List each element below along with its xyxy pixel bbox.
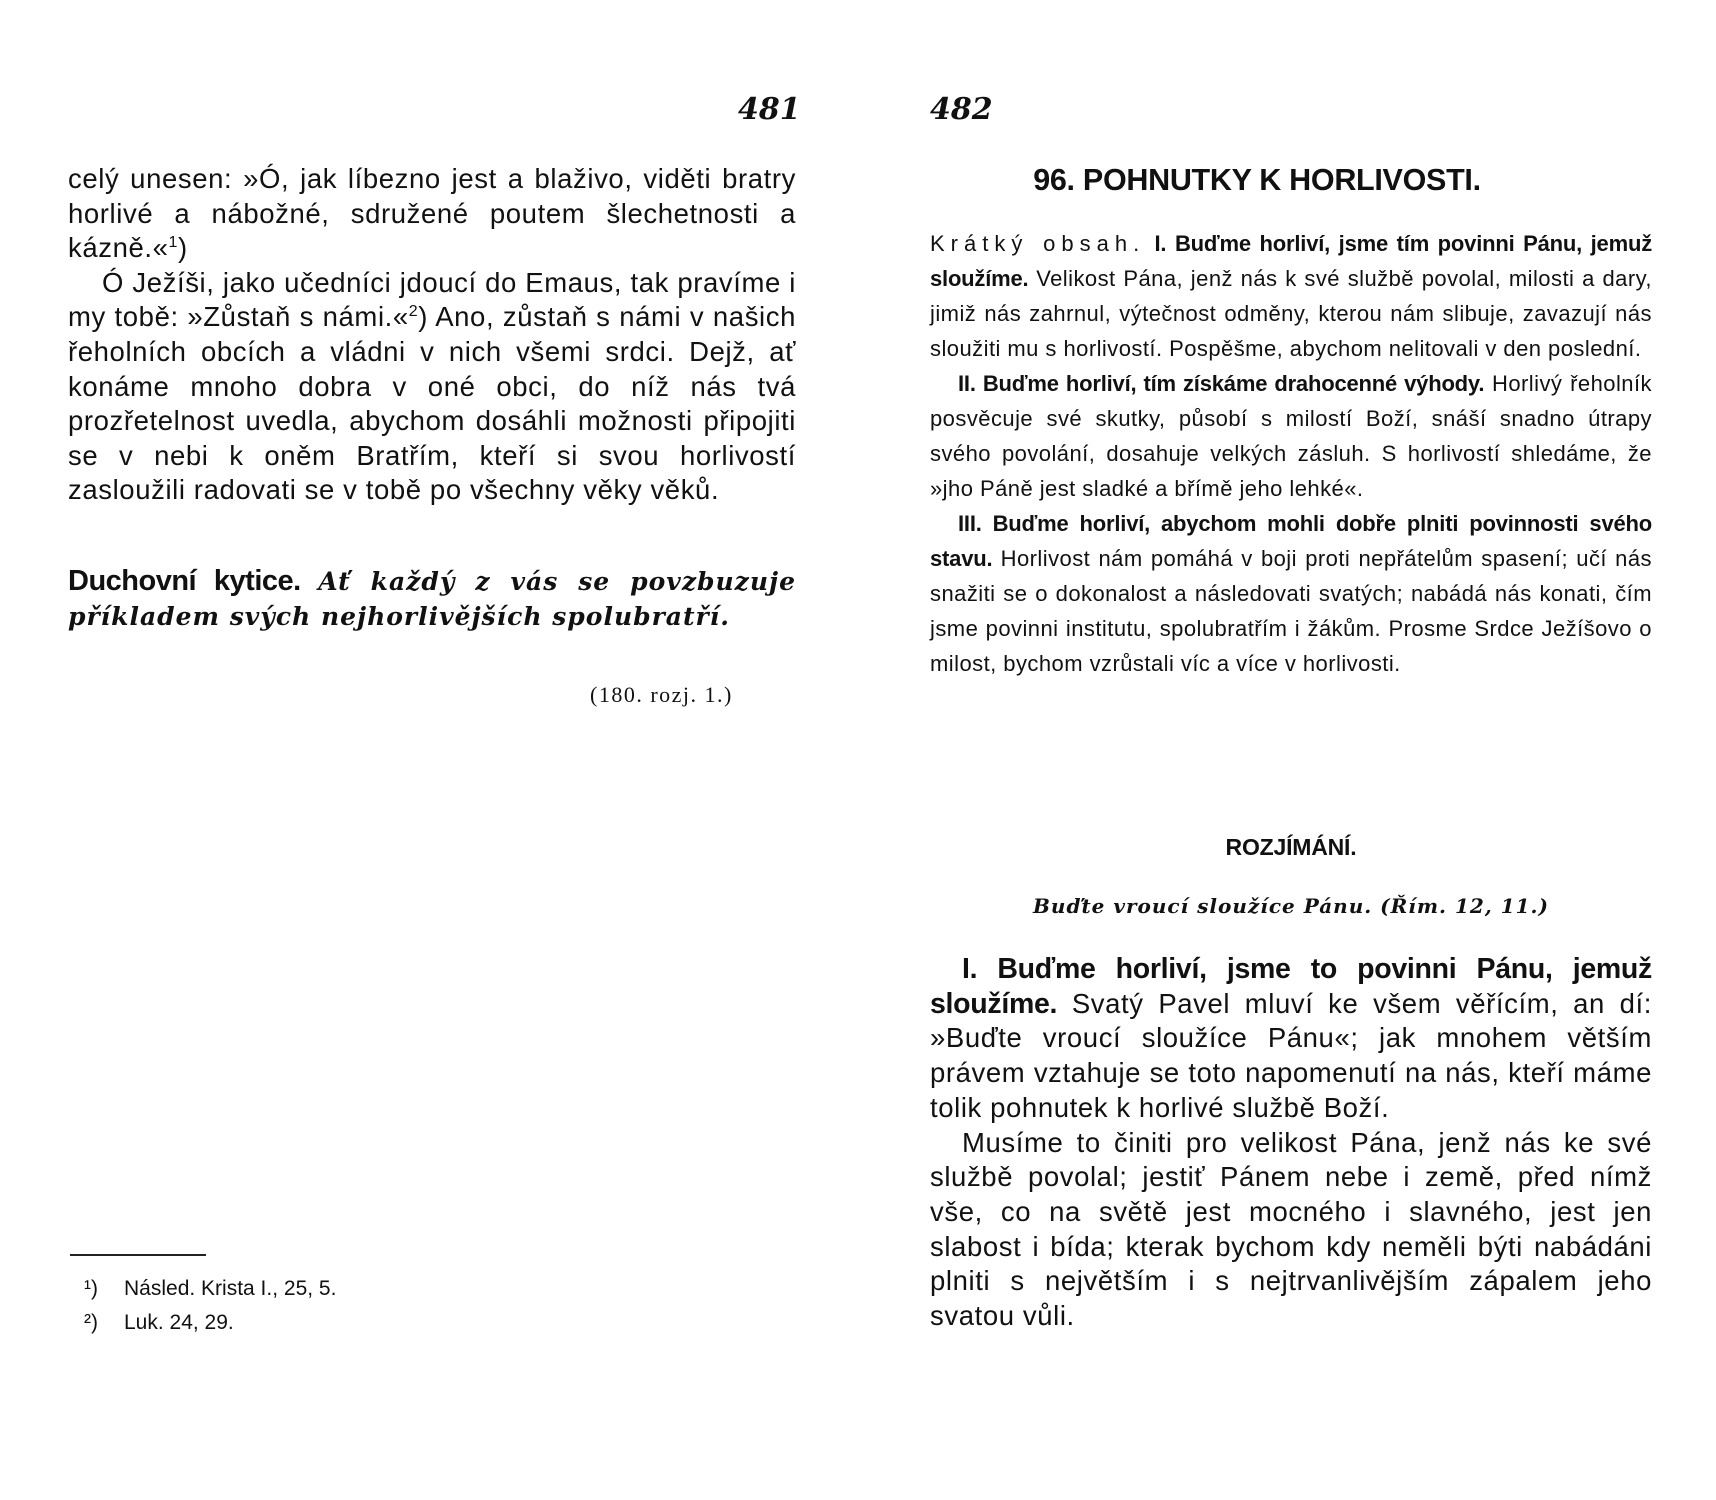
kytice-label: Duchovní kytice. xyxy=(68,565,301,597)
paragraph: Ó Ježíši, jako učedníci jdoucí do Emaus, tak pravíme i my tobě: »Zůstaň s námi.«$^2$) Ano, zůstaň s námi v našich řeholních obcích a vládni v nich všemi srdci. Dejž, ať konáme mnoho dobra v oné obci, do níž nás tvá prozřetelnost uvedla, abychom dosáhli možnosti připojiti se v nebi k oněm Bratřím, kteří si svou horlivostí zasloužili radovati se v tobě po všechny věky věků. xyxy=(68,266,796,506)
paragraph: I. Buďme horliví, jsme to povinni Pánu, jemuž sloužíme. Svatý Pavel mluví ke všem věřícím, an dí: »Buďte vroucí sloužíce Pánu«; jak mnohem větším právem vztahuje se toto napomenutí na nás, kteří máme tolik pohnutek k horlivé službě Boží. xyxy=(930,953,1652,1123)
summary-item: III. Buďme horliví, abychom mohli dobře plniti povinnosti svého stavu. Horlivost nám pomáhá v boji proti nepřátelům spasení; učí nás snažiti se o dokonalost a následovati svatých; nabádá nás konati, čím jsme povinni institutu, spolubratřím i žákům. Prosme Srdce Ježíšovo o milost, bychom vzrůstali víc a více v horlivosti. xyxy=(930,511,1652,676)
paragraph: celý unesen: »Ó, jak líbezno jest a blaživo, viděti bratry horlivé a nábožné, sdružené poutem šlechetnosti a kázně.«$^1$) xyxy=(68,163,796,264)
summary-item: Krátký obsah. I. Buďme horliví, jsme tím povinni Pánu, jemuž sloužíme. Velikost Pána, jenž nás k své službě povolal, milosti a dary, jimiž nás zahrnul, výtečnost odměny, kterou nám slibuje, zavazují nás sloužiti mu s horlivostí. Pospěšme, abychom nelitovali v den poslední. xyxy=(930,231,1652,361)
motto: Buďte vroucí sloužíce Pánu. (Řím. 12, 11.) xyxy=(1033,894,1549,918)
page-number: 481 xyxy=(738,92,801,127)
footnote: ²) Luk. 24, 29. xyxy=(84,1311,234,1334)
footnote-ref: 1 xyxy=(168,234,179,252)
summary xyxy=(930,226,1652,681)
spiritual-bouquet xyxy=(68,564,796,634)
summary-label: Krátký obsah. xyxy=(930,231,1146,256)
footnotes xyxy=(84,1272,336,1340)
footnote-divider xyxy=(70,1254,206,1256)
footnote: ¹) Násled. Krista I., 25, 5. xyxy=(84,1277,337,1300)
kytice-reference: (180. rozj. 1.) xyxy=(590,682,733,707)
meditation-text xyxy=(930,952,1652,1334)
body-text xyxy=(68,162,796,508)
chapter-title: 96. POHNUTKY K HORLIVOSTI. xyxy=(1033,163,1481,197)
kytice-text: Ať každý z vás se povzbuzuje příkladem svých nejhorlivějších spolubratří. xyxy=(68,567,796,631)
summary-item: II. Buďme horliví, tím získáme drahocenné výhody. Horlivý řeholník posvěcuje své skutky, působí s milostí Boží, snáší snadno útrapy svého povolání, dosahuje velkých zásluh. S horlivostí shledáme, že »jho Páně jest sladké a břímě jeho lehké«. xyxy=(930,371,1652,501)
footnote-ref: 2 xyxy=(408,303,419,321)
page-number: 482 xyxy=(930,92,993,127)
paragraph: Musíme to činiti pro velikost Pána, jenž nás ke své službě povolal; jestiť Pánem nebe i země, před nímž vše, co na světě jest mocného i slavného, jest jen slabost i bída; kterak bychom kdy neměli býti nabádáni plniti s největším i s nejtrvanlivějším zápalem jeho svatou vůli. xyxy=(930,1126,1652,1332)
section-heading: ROZJÍMÁNÍ. xyxy=(1225,834,1357,860)
right-page xyxy=(858,0,1716,1500)
